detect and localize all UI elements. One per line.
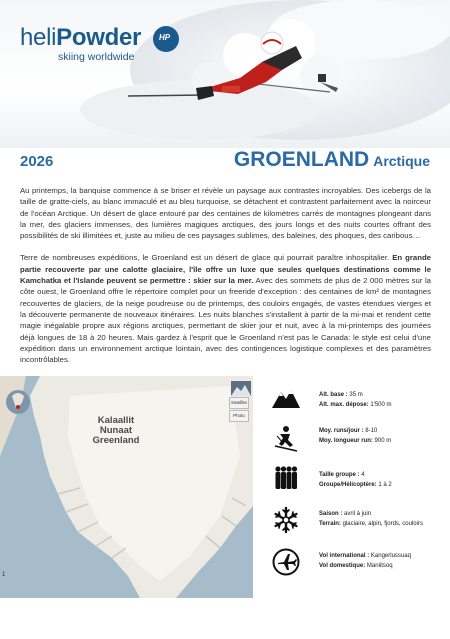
hero-image	[0, 0, 450, 148]
hp-badge-icon: HP	[153, 26, 179, 52]
greenland-map[interactable]	[0, 376, 253, 598]
year-label: 2026	[20, 153, 54, 170]
skier-in-powder-illustration	[0, 0, 450, 148]
title-main: GROENLAND	[233, 148, 370, 171]
expedition-paragraph: Terre de nombreuses expéditions, le Groenland est un désert de glace qui pourrait paraître inhospitalier. En grande partie recouverte par une calotte glaciaire, l'île offre un luxe que seules quelques destinations comme le Kamchatka et l'Islande peuvent se permettre : skier sur la mer. Avec des sommets de plus de 2 000 mètres sur la côte ouest, le Groenland offre le répertoire complet pour un freeride d'exception : des centaines de km² de montagnes recouvertes de glaciers, de la neige poudreuse ou de printemps, des couloirs engagés, de vastes étendues vierges et la découverte permanente de nouveaux itinéraires. Les nuits blanches s'installent à partir de la mi-mai et rendent cette magie inégalable propre aux régions arctiques, permettant de skier jour et nuit, avec à la mi-printemps des journées déjà longues de 18 à 20 heures. Mais gardez à l'esprit que le Groenland n'est pas le Canada: le style est celui d'une expédition dans un environnement arctique lointain, avec des contingences logistique complexes et des paramètres incontrôlables.	[20, 253, 431, 365]
satellite-button[interactable]: Satellite	[229, 397, 249, 409]
page-title	[234, 148, 430, 172]
title-sub: Arctique	[373, 153, 430, 169]
description	[20, 185, 431, 376]
map-terrain	[0, 376, 253, 598]
skier-icon	[272, 424, 300, 452]
map-country-label: Kalaallit Nunaat Greenland	[92, 415, 140, 446]
intro-paragraph: Au printemps, la banquise commence à se briser et révèle un paysage aux contrastes incroyables. Des icebergs de la taille de gratte-ciels, au blanc immaculé et au bleu turquoise, se détachent et contrastent parfaitement avec la noirceur de l'océan Arctique. Un désert de glace entouré par des centaines de kilomètres carrés de montagnes plongeant dans la mer, des glaciers immenses, des lumières magiques arctiques, des jours longs et des nuits courtes offrant des possibilités de ski illimitées et, juste au milieu de ces paysages sublimes, des baleines, des phoques, des caribous…	[20, 186, 431, 241]
brand-tagline: skiing worldwide	[58, 51, 135, 63]
mountain-icon	[272, 384, 300, 412]
photo-button[interactable]: Photo	[229, 410, 249, 422]
map-scale-mark: 1	[2, 572, 6, 578]
highlight-text: En grande partie recouverte par une calotte glaciaire, l'île offre un luxe que seules quelques destinations comme le Kamchatka et l'Islande peuvent se permettre : skier sur la mer.	[20, 253, 431, 286]
brand-name: heliPowder	[20, 24, 142, 51]
group-icon	[272, 464, 300, 492]
snowflake-icon	[272, 506, 300, 534]
map-thumbnail-icon[interactable]	[231, 381, 251, 396]
airplane-icon	[272, 548, 300, 576]
brand-logo[interactable]	[20, 24, 171, 63]
